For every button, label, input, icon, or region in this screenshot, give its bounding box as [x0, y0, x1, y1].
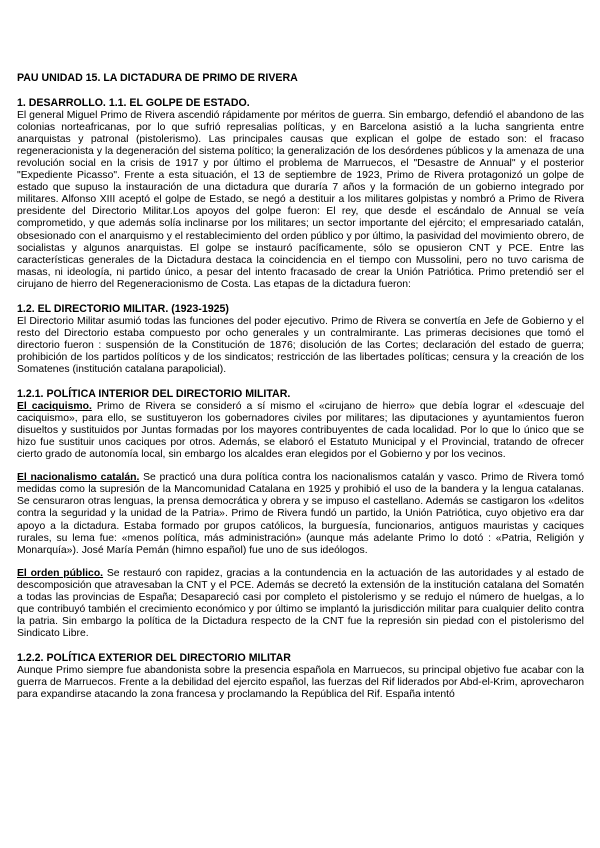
text-nacionalismo: Se practicó una dura política contra los nacionalismos catalán y vasco. Primo de Rivera tomó medidas como la supresión de la Mancomunidad Catalana en 1925 y prohibió el uso de la bandera y la lengua catalanas. Se censuraron otras lenguas, la prensa democrática y obrera y se impuso el castellano. Además se castigaron los «delitos contra la seguridad y la unidad de la Patria». Primo de Rivera fundó un partido, la Unión Patriótica, cuyo objetivo era dar apoyo a la dictadura. Estaba formado por grupos católicos, la burguesía, funcionarios, antiguos mauristas y caciques rurales, su lema fue: «menos política, más administración» (aunque más adelante Primo lo dotó : «Patria, Religión y Monarquía»). José María Pemán (himno español) fue uno de sus ideólogos.	[17, 472, 584, 556]
lead-orden-publico: El orden público.	[17, 567, 104, 579]
paragraph-orden-publico	[17, 568, 584, 641]
heading-directorio-militar: 1.2. EL DIRECTORIO MILITAR. (1923-1925)	[17, 303, 229, 315]
section-politica-exterior	[17, 652, 584, 701]
text-caciquismo: Primo de Rivera se consideró a sí mismo el «cirujano de hierro» que debía lograr el «descuaje del caciquismo», para ello, se sustituyeron los gobernadores civiles por militares; las diputaciones y ayuntamientos fueron disueltos y sustituidos por Juntas formadas por los mayores contribuyentes de cada localidad. Por lo que lo único que se hizo fue sustituir unos caciques por otros. Además, se elaboró el Estatuto Municipal y el Provincial, tratando de ofrecer cierto grado de autonomía local, sin embargo los alcaldes eran elegidos por el Gobierno y por los vecinos.	[17, 400, 585, 461]
lead-caciquismo: El caciquismo.	[17, 400, 92, 412]
heading-desarrollo-golpe: 1. DESARROLLO. 1.1. EL GOLPE DE ESTADO.	[17, 97, 250, 109]
spacer	[17, 557, 584, 568]
paragraph-golpe-de-estado: El general Miguel Primo de Rivera ascendió rápidamente por méritos de guerra. Sin embargo, defendió el abandono de las colonias norteafricanas, por lo que sufrió represalias políticas, y en Barcelona asistió a la lucha sangrienta entre anarquistas y patronal (pistolerismo). Las principales causas que explican el golpe de estado son: el fracaso regeneracionista y la degeneración del sistema político; la generalización de los desórdenes públicos y la amenaza de una revolución social en la crisis de 1917 y por último el problema de Marruecos, el "Desastre de Annual" y el posterior "Expediente Picasso". Frente a esta situación, el 13 de septiembre de 1923, Primo de Rivera protagonizó un golpe de estado que supuso la instauración de una dictadura que duraría 7 años y la formación de un gobierno integrado por militares. Alfonso XIII aceptó el golpe de Estado, se negó a destituir a los militares golpistas y nombró a Primo de Rivera presidente del Directorio Militar.Los apoyos del golpe fueron: El rey, que desde el escándalo de Annual se veía comprometido, y que además solía inclinarse por los militares; un sector importante del ejército; el empresariado catalán, obsesionado con el anarquismo y el restablecimiento del orden público y por último, la pasividad del movimiento obrero, de socialistas y algunos anarquistas. El golpe se instauró pacíficamente, sólo se opusieron CNT y PCE. Entre las características generales de la Dictadura destaca la coincidencia en el tiempo con Mussolini, pero no tuvo carisma de masas, ni ideología, ni partido único, a pesar del intento fracasado de crear la Unión Patriótica. Primo pretendió ser el cirujano de hierro del Regeneracionismo de Costa. Las etapas de la dictadura fueron:	[17, 109, 584, 290]
spacer	[17, 461, 584, 472]
spacer	[17, 376, 584, 388]
paragraph-politica-exterior: Aunque Primo siempre fue abandonista sobre la presencia española en Marruecos, su principal objetivo fue acabar con la guerra de Marruecos. Frente a la debilidad del ejercito español, las fuerzas del Rif liderados por Abd-el-Krim, aprovecharon para expandirse atacando la zona francesa y proclamando la República del Rif. España intentó	[17, 664, 584, 701]
heading-politica-exterior: 1.2.2. POLÍTICA EXTERIOR DEL DIRECTORIO MILITAR	[17, 652, 291, 665]
section-directorio-militar	[17, 303, 584, 376]
heading-politica-interior: 1.2.1. POLÍTICA INTERIOR DEL DIRECTORIO MILITAR.	[17, 388, 291, 401]
lead-nacionalismo: El nacionalismo catalán.	[17, 472, 140, 484]
text-orden-publico: Se restauró con rapidez, gracias a la contundencia en la actuación de las autoridades y al estado de descomposición que atravesaban la CNT y el PCE. Además se decretó la extensión de la institución catalana del Somatén a todas las provincias de España; Desapareció casi por completo el pistolerismo y se redujo el número de huelgas, a lo que contribuyó también el crecimiento económico y por último se implantó la jurisdicción militar para cualquier delito contra la patria. Sin embargo la política de la Dictadura respecto de la CNT fue la represión sin piedad con el pistolerismo del Sindicato Libre.	[17, 567, 584, 640]
document-title: PAU UNIDAD 15. LA DICTADURA DE PRIMO DE RIVERA	[17, 72, 298, 84]
section-golpe-de-estado	[17, 97, 584, 291]
paragraph-nacionalismo	[17, 472, 584, 557]
paragraph-directorio-militar: El Directorio Militar asumió todas las funciones del poder ejecutivo. Primo de Rivera se convertía en Jefe de Gobierno y el resto del Directorio estaba compuesto por ocho generales y un contralmirante. Las primeras decisiones que tomó el directorio fueron : suspensión de la Constitución de 1876; disolución de las Cortes; declaración del estado de guerra; prohibición de los partidos políticos y de los sindicatos; restricción de las libertades políticas; censura y la creación de los Somatenes (institución catalana parapolicial).	[17, 315, 584, 375]
spacer	[17, 640, 584, 652]
section-politica-interior	[17, 388, 584, 640]
paragraph-caciquismo	[17, 401, 584, 461]
spacer	[17, 291, 584, 303]
